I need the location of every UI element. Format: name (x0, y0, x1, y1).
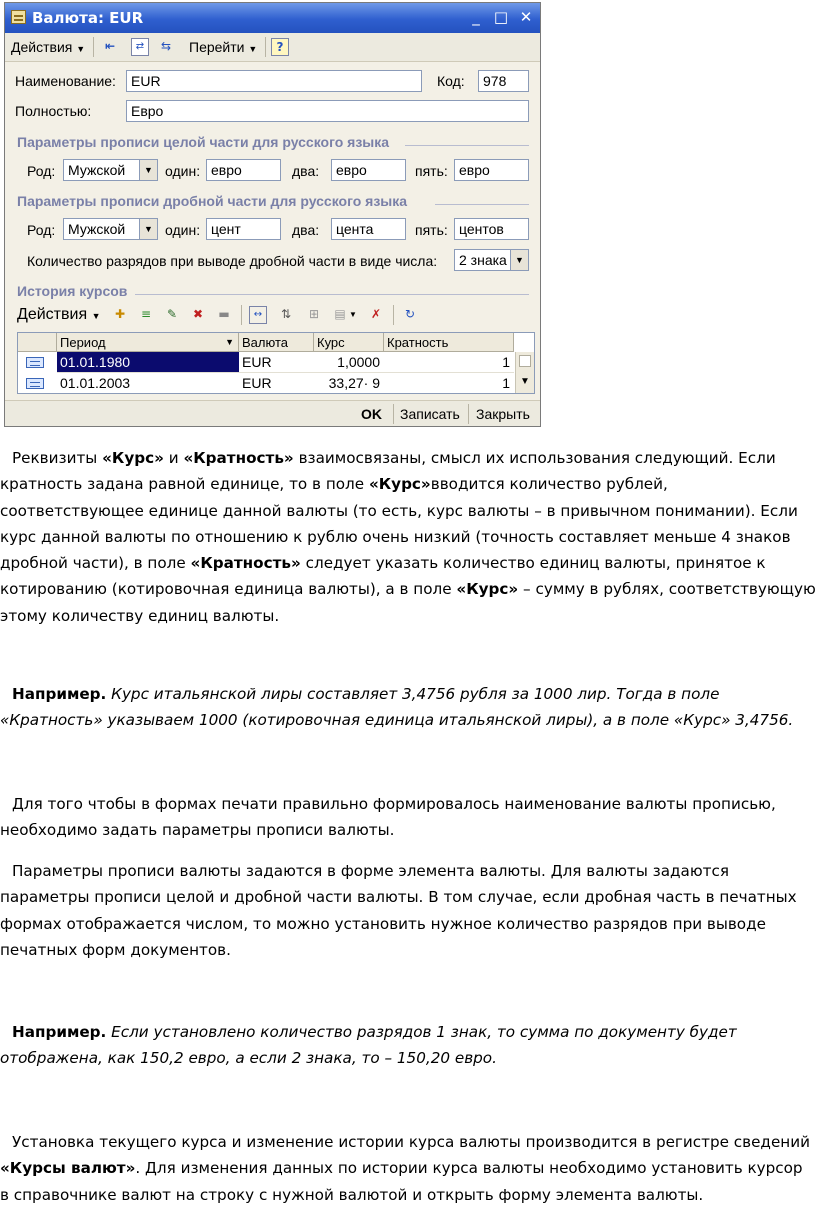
one-label: один: (165, 222, 201, 238)
chevron-down-icon[interactable]: ▼ (349, 310, 357, 319)
structure-icon[interactable]: ⇄ (131, 38, 149, 56)
text: Реквизиты (12, 449, 103, 467)
text: . Для изменения данных по истории курса валюты необходимо установить курсор в справочнике валют на строку с нужной валютой и открыть форму элемента валюты. (0, 1159, 803, 1204)
two-label: два: (292, 222, 320, 238)
copy-row-icon[interactable]: ≡ (140, 307, 152, 321)
paragraph-rates (0, 445, 816, 629)
two-label: два: (292, 163, 320, 179)
cell-period[interactable]: 01.01.1980 (57, 352, 239, 373)
section-fraction-title: Параметры прописи дробной части для русского языка (17, 193, 408, 209)
text: Параметры прописи валюты задаются в форме элемента валюты. Для валюты задаются параметры прописи целой и дробной части валюты. В том случае, если дробная часть в печатных формах отображается числом, то можно установить нужное количество разрядов при выводе печатных форм документов. (0, 862, 797, 959)
toolbar-divider (241, 305, 242, 325)
bold-term: «Курсы валют» (0, 1159, 136, 1178)
clear-filter-icon[interactable]: ✗ (370, 307, 382, 321)
full-name-field[interactable]: Евро (126, 100, 529, 122)
refresh-icon[interactable]: ↻ (404, 307, 416, 321)
fraction-one-field[interactable]: цент (206, 218, 281, 240)
section-whole-title: Параметры прописи целой части для русского языка (17, 134, 390, 150)
text: и (163, 449, 184, 467)
record-icon (26, 357, 44, 368)
text: Для того чтобы в формах печати правильно формировалось наименование валюты прописью, необходимо задать параметры прописи валюты. (0, 795, 776, 840)
name-label: Наименование: (15, 73, 116, 89)
chevron-down-icon: ▼ (248, 44, 258, 54)
back-arrow-icon[interactable]: ⇤ (104, 39, 116, 53)
close-window-button[interactable]: ✕ (519, 8, 533, 26)
example-text: Курс итальянской лиры составляет 3,4756 рубля за 1000 лир. Тогда в поле «Кратность» указываем 1000 (котировочная единица итальянской лиры), а в поле «Курс» 3,4756. (0, 685, 794, 730)
paragraph-params (0, 858, 816, 963)
bold-term: «Курс» (368, 475, 431, 494)
paragraph-print-forms (0, 791, 816, 844)
sort-icon[interactable]: ⇅ (280, 307, 292, 321)
history-actions-menu[interactable] (17, 305, 100, 325)
code-label: Код: (437, 73, 465, 89)
chevron-down-icon[interactable]: ▼ (139, 219, 157, 239)
save-button[interactable]: Записать (400, 406, 460, 422)
whole-five-field[interactable]: евро (454, 159, 529, 181)
five-label: пять: (415, 163, 448, 179)
goto-menu[interactable] (189, 37, 257, 57)
title-bar[interactable] (5, 3, 540, 33)
edit-row-icon[interactable]: ✎ (166, 307, 178, 321)
toolbar-divider (468, 404, 469, 424)
name-field[interactable]: EUR (126, 70, 422, 92)
cell-currency[interactable]: EUR (239, 373, 314, 394)
maximize-button[interactable]: □ (493, 8, 509, 26)
sort-down-icon: ▼ (225, 337, 234, 347)
text: вводится количество рублей, соответствующее единице данной валюты (то есть, курс валюты – в привычном понимании). Если курс данной валюты по отношению к рублю очень низкий (точность составляет меньше 4 знаков дробной части), в поле (0, 475, 798, 573)
table-header-multiplicity[interactable]: Кратность (384, 333, 514, 352)
example-lead: Например. (12, 1023, 107, 1041)
fraction-gender-select[interactable] (63, 218, 158, 240)
history-toolbar (15, 303, 530, 328)
cell-currency[interactable]: EUR (239, 352, 314, 373)
history-title: История курсов (17, 283, 128, 299)
cell-multiplicity[interactable]: 1 (384, 352, 514, 373)
digits-label: Количество разрядов при выводе дробной части в виде числа: (27, 253, 438, 269)
ok-button[interactable]: OK (361, 406, 382, 422)
bottom-bar (5, 400, 540, 426)
whole-gender-select[interactable] (63, 159, 158, 181)
delete-row-icon[interactable]: ✖ (192, 307, 204, 321)
actions-menu[interactable] (11, 37, 85, 57)
text: следует указать количество единиц валюты, принятое к котированию (котировочная единица валюты), а в поле (0, 554, 766, 599)
bold-term: «Курс» (102, 449, 164, 467)
bold-term: «Кратность» (190, 554, 301, 573)
digits-select[interactable] (454, 249, 529, 271)
goto-menu-label: Перейти (189, 39, 245, 55)
table-header-period[interactable]: Период ▼ (57, 333, 239, 352)
table-header-currency[interactable]: Валюта (239, 333, 314, 352)
section-divider (405, 145, 529, 146)
toolbar-divider (393, 404, 394, 424)
toolbar-divider (393, 305, 394, 325)
bold-term: «Кратность» (183, 449, 294, 467)
whole-two-field[interactable]: евро (331, 159, 406, 181)
example-lead: Например. (12, 685, 107, 703)
record-icon (26, 378, 44, 389)
cell-rate[interactable]: 1,0000 (314, 352, 384, 373)
text: взаимосвязаны, смысл их использования следующий. Если кратность задана равной единице, то в поле (0, 449, 776, 494)
history-table[interactable] (17, 332, 535, 394)
paragraph-example-2 (0, 1019, 816, 1072)
fraction-gender-value: Мужской (68, 221, 126, 237)
toolbar-divider (93, 37, 94, 57)
help-icon[interactable]: ? (271, 38, 289, 56)
table-scrollbar[interactable] (515, 352, 535, 393)
chevron-down-icon[interactable]: ▼ (139, 160, 157, 180)
one-label: один: (165, 163, 201, 179)
chevron-down-icon: ▼ (91, 311, 101, 321)
table-header-icon (18, 333, 57, 352)
five-label: пять: (415, 222, 448, 238)
table-header-rate[interactable]: Курс (314, 333, 384, 352)
filter-icon[interactable]: ▤ (334, 307, 346, 321)
period-icon[interactable]: ↔ (249, 306, 267, 324)
example-text: Если установлено количество разрядов 1 знак, то сумма по документу будет отображена, как 150,2 евро, а если 2 знака, то – 150,20 евро. (0, 1023, 737, 1068)
currency-window (4, 2, 541, 427)
add-row-icon[interactable]: ✚ (114, 307, 126, 321)
text: Установка текущего курса и изменение истории курса валюты производится в регистре сведений (12, 1133, 810, 1151)
gender-label: Род: (27, 163, 56, 179)
toolbar-divider (265, 37, 266, 57)
chevron-down-icon[interactable]: ▼ (510, 250, 528, 270)
whole-one-field[interactable]: евро (206, 159, 281, 181)
section-divider (135, 294, 529, 295)
paragraph-example-1 (0, 681, 816, 734)
switch-icon[interactable]: ⇆ (160, 39, 172, 53)
cell-period[interactable]: 01.01.2003 (57, 373, 239, 394)
section-divider (435, 204, 529, 205)
paragraph-register (0, 1129, 816, 1208)
scroll-thumb[interactable] (519, 355, 531, 367)
scroll-down-icon[interactable]: ▼ (520, 376, 530, 387)
text: – сумму в рублях, соответствующую этому количеству единиц валюты. (0, 580, 816, 625)
actions-menu-label: Действия (11, 39, 73, 55)
cell-rate[interactable]: 33,27· 9 (314, 373, 384, 394)
window-title: Валюта: EUR (32, 9, 144, 27)
chevron-down-icon: ▼ (76, 44, 86, 54)
cell-multiplicity[interactable]: 1 (384, 373, 514, 394)
main-toolbar (5, 33, 540, 62)
gender-label: Род: (27, 222, 56, 238)
form-icon (11, 10, 26, 24)
minimize-button[interactable]: _ (472, 8, 480, 26)
whole-gender-value: Мужской (68, 162, 126, 178)
post-icon[interactable]: ▬ (218, 307, 230, 321)
history-actions-label: Действия (17, 306, 88, 323)
bold-term: «Курс» (456, 580, 519, 599)
full-name-label: Полностью: (15, 103, 92, 119)
code-field[interactable]: 978 (478, 70, 529, 92)
filter-value-icon[interactable]: ⊞ (308, 307, 320, 321)
digits-value: 2 знака (459, 252, 507, 268)
fraction-five-field[interactable]: центов (454, 218, 529, 240)
fraction-two-field[interactable]: цента (331, 218, 406, 240)
close-button[interactable]: Закрыть (476, 406, 530, 422)
